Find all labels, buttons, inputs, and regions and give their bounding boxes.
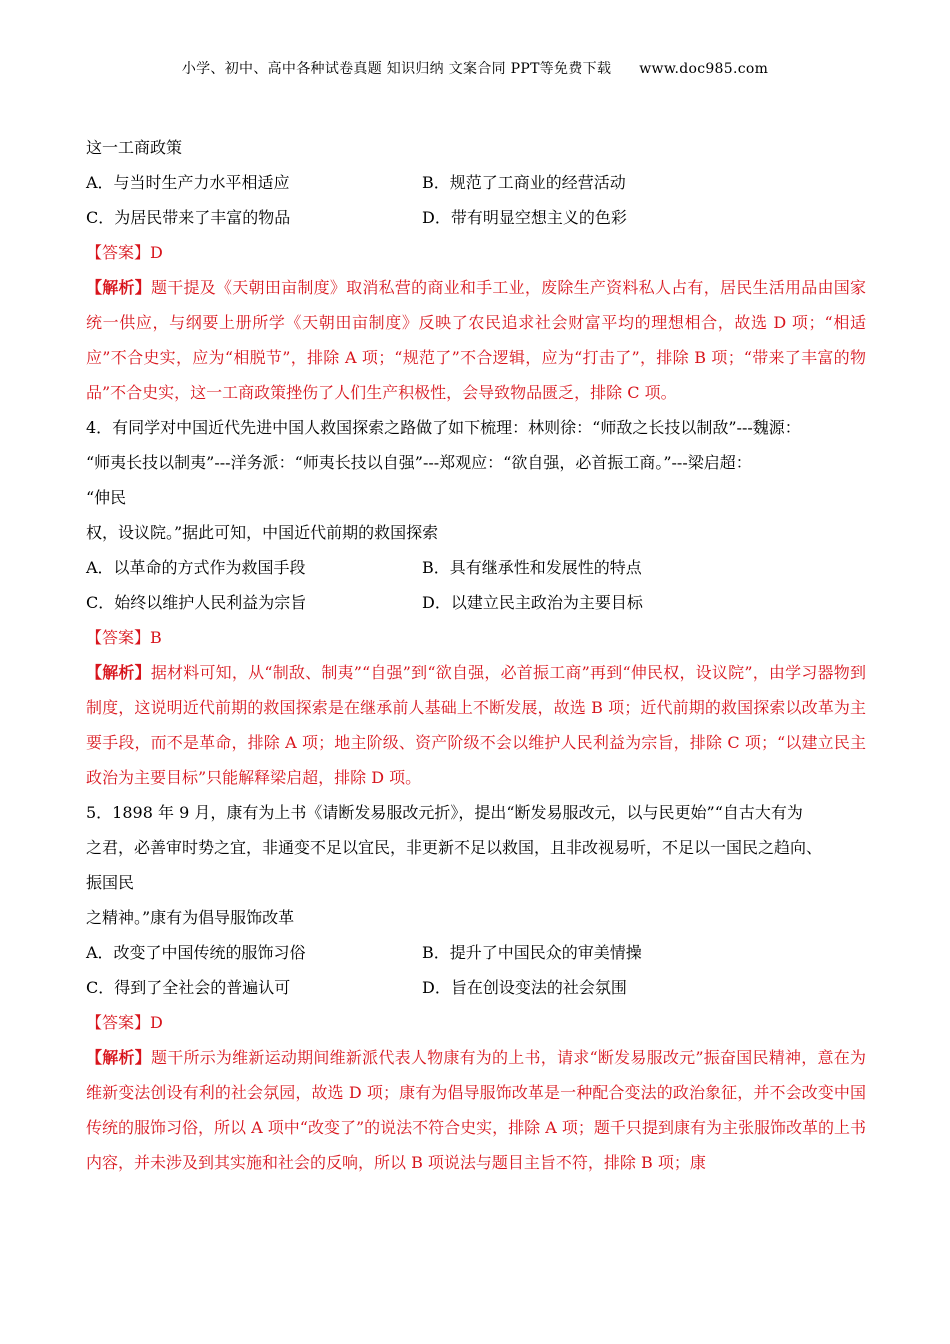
- q5-stem-line-4: 之精神。”康有为倡导服饰改革: [86, 908, 295, 927]
- q5-option-a: A．改变了中国传统的服饰习俗: [86, 943, 306, 962]
- q5-answer-label: 【答案】: [86, 1013, 151, 1032]
- page-header: [0, 58, 950, 78]
- q3-stem-tail: 这一工商政策: [86, 138, 183, 157]
- q4-stem-line-3: “伸民: [86, 488, 127, 507]
- q3-option-b: B．规范了工商业的经营活动: [422, 173, 626, 192]
- q3-options-row-2: [86, 200, 866, 235]
- q3-answer-label: 【答案】: [86, 243, 151, 262]
- q4-analysis-label: 【解析】: [86, 663, 151, 682]
- q4-options-row-1: [86, 550, 866, 585]
- q3-option-d: D．带有明显空想主义的色彩: [422, 208, 627, 227]
- q4-stem-line-4: 权，设议院。”据此可知，中国近代前期的救国探索: [86, 523, 439, 542]
- q3-answer: [86, 235, 866, 270]
- q5-stem-line-1: 5．1898 年 9 月，康有为上书《请断发易服改元折》，提出“断发易服改元，以与民更始”“自古大有为: [86, 803, 803, 822]
- q5-answer-value: D: [150, 1013, 163, 1032]
- q4-options-row-2: [86, 585, 866, 620]
- q4-option-a: A．以革命的方式作为救国手段: [86, 558, 306, 577]
- q4-answer: [86, 620, 866, 655]
- q4-option-c: C．始终以维护人民利益为宗旨: [86, 593, 307, 612]
- q5-stem-line-3: 振国民: [86, 873, 135, 892]
- q4-analysis-text: 据材料可知，从“制敌、制夷”“自强”到“欲自强，必首振工商”再到“伸民权，设议院”，由学习器物到制度，这说明近代前期的救国探索是在继承前人基础上不断发展，故选 B 项；近代前期的救国探索以改革为主要手段，而不是革命，排除 A 项；地主阶级、资产阶级不会以维护人民利益为宗旨，排除 C 项；“以建立民主政治为主要目标”只能解释梁启超，排除 D 项。: [86, 663, 866, 787]
- q3-analysis-text: 题干提及《天朝田亩制度》取消私营的商业和手工业，废除生产资料私人占有，居民生活用品由国家统一供应，与纲要上册所学《天朝田亩制度》反映了农民追求社会财富平均的理想相合，故选 D 项；“相适应”不合史实，应为“相脱节”，排除 A 项；“规范了”不合逻辑，应为“打击了”，排除 B 项；“带来了丰富的物品”不合史实，这一工商政策挫伤了人们生产积极性，会导致物品匮乏，排除 C 项。: [86, 278, 866, 402]
- q5-stem-line-2: 之君，必善审时势之宜，非通变不足以宜民，非更新不足以救国，且非改视易听，不足以一国民之趋向、: [86, 838, 823, 857]
- q5-analysis-text: 题干所示为维新运动期间维新派代表人物康有为的上书，请求“断发易服改元”振奋国民精神，意在为维新变法创设有利的社会氛园，故选 D 项；康有为倡导服饰改革是一种配合变法的政治象征，并不会改变中国传统的服饰习俗，所以 A 项中“改变了”的说法不符合史实，排除 A 项；题千只提到康有为主张服饰改革的上书内容，并未涉及到其实施和社会的反响，所以 B 项说法与题目主旨不符，排除 B 项；康: [86, 1048, 866, 1172]
- header-url[interactable]: www.doc985.com: [639, 61, 769, 77]
- q3-option-c: C．为居民带来了丰富的物品: [86, 208, 291, 227]
- q5-option-b: B．提升了中国民众的审美情操: [422, 943, 642, 962]
- q4-option-b: B．具有继承性和发展性的特点: [422, 558, 642, 577]
- q4-analysis: [86, 655, 866, 795]
- q3-analysis: [86, 270, 866, 410]
- q5-answer: [86, 1005, 866, 1040]
- q4-stem-line-1: 4．有同学对中国近代先进中国人救国探索之路做了如下梳理：林则徐：“师敌之长技以制敌”---魏源：: [86, 418, 801, 437]
- q5-analysis: [86, 1040, 866, 1180]
- document-body: [86, 130, 866, 1180]
- header-text: 小学、初中、高中各种试卷真题 知识归纳 文案合同 PPT等免费下载: [181, 61, 612, 77]
- q3-option-a: A．与当时生产力水平相适应: [86, 173, 290, 192]
- q5-options-row-2: [86, 970, 866, 1005]
- q4-option-d: D．以建立民主政治为主要目标: [422, 593, 643, 612]
- q5-analysis-label: 【解析】: [86, 1048, 151, 1067]
- q3-options-row-1: [86, 165, 866, 200]
- q3-answer-value: D: [150, 243, 163, 262]
- q5-option-c: C．得到了全社会的普遍认可: [86, 978, 291, 997]
- q5-option-d: D．旨在创设变法的社会氛围: [422, 978, 627, 997]
- q5-options-row-1: [86, 935, 866, 970]
- q3-analysis-label: 【解析】: [86, 278, 152, 297]
- q4-answer-label: 【答案】: [86, 628, 151, 647]
- q4-stem-line-2: “师夷长技以制夷”---洋务派：“师夷长技以自强”---郑观应：“欲自强，必首振工商。”---梁启超：: [86, 453, 752, 472]
- q4-answer-value: B: [150, 628, 162, 647]
